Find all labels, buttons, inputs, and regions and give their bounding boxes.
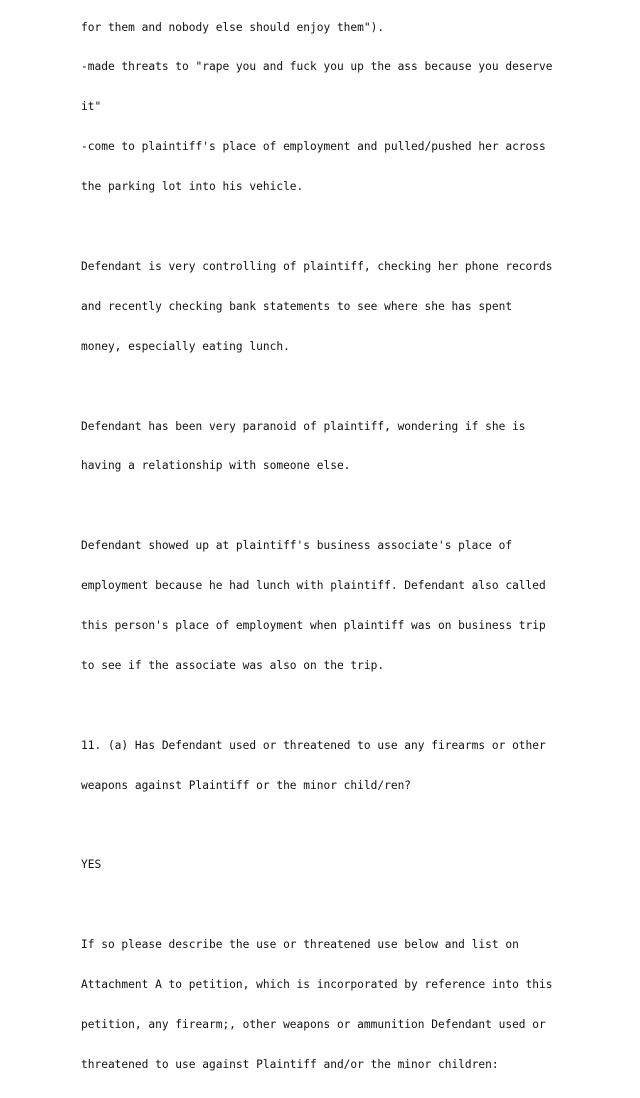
blank-line <box>81 699 621 712</box>
text-line: it" <box>81 100 102 114</box>
question-line: 11. (a) Has Defendant used or threatened to use any firearms or other <box>81 738 546 752</box>
instruction-line: petition, any firearm;, other weapons or ammunition Defendant used or <box>81 1017 546 1031</box>
instruction-line: threatened to use against Plaintiff and/or the minor children: <box>81 1057 499 1071</box>
text-line: this person's place of employment when plaintiff was on business trip <box>81 618 546 632</box>
instruction-line: If so please describe the use or threatened use below and list on <box>81 938 519 952</box>
text-line: -come to plaintiff's place of employment and pulled/pushed her across <box>81 140 546 154</box>
text-line: and recently checking bank statements to see where she has spent <box>81 299 513 313</box>
blank-line <box>81 818 621 831</box>
blank-line <box>81 499 621 512</box>
text-line: money, especially eating lunch. <box>81 339 290 353</box>
blank-line <box>81 898 621 911</box>
text-line: for them and nobody else should enjoy them"). <box>81 20 385 34</box>
text-line: employment because he had lunch with plaintiff. Defendant also called <box>81 579 546 593</box>
text-line: -made threats to "rape you and fuck you up the ass because you deserve <box>81 60 553 74</box>
document-body <box>81 0 621 1098</box>
text-line: the parking lot into his vehicle. <box>81 180 304 194</box>
text-line: Defendant has been very paranoid of plaintiff, wondering if she is <box>81 419 526 433</box>
text-line: Defendant is very controlling of plaintiff, checking her phone records <box>81 259 553 273</box>
text-line: to see if the associate was also on the trip. <box>81 658 385 672</box>
text-line: having a relationship with someone else. <box>81 459 351 473</box>
blank-line <box>81 220 621 233</box>
answer-line: YES <box>81 858 102 872</box>
instruction-line: Attachment A to petition, which is incorporated by reference into this <box>81 977 553 991</box>
question-line: weapons against Plaintiff or the minor child/ren? <box>81 778 412 792</box>
blank-line <box>81 380 621 393</box>
text-line: Defendant showed up at plaintiff's business associate's place of <box>81 539 513 553</box>
